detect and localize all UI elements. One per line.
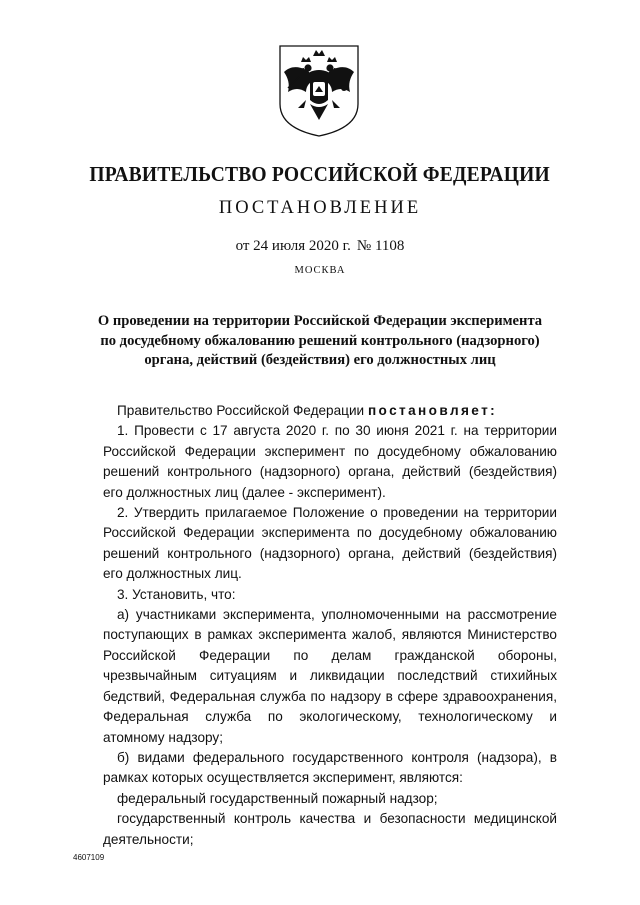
heading-line: О проведении на территории Российской Федерации эксперимента [97,313,543,329]
intro-emphasis: постановляет: [367,403,498,418]
document-date-line [0,238,640,255]
paragraph-3b: б) видами федерального государственного контроля (надзора), в рамках которых осуществляется эксперимент, являются: [103,749,557,786]
document-body [103,401,557,850]
document-type: ПОСТАНОВЛЕНИЕ [218,198,422,218]
government-title [0,162,640,187]
paragraph-3b-item-2: государственный контроль качества и безопасности медицинской деятельности; [103,811,557,847]
paragraph-3: 3. Установить, что: [117,586,236,602]
footer-document-code: 4607109 [73,853,105,862]
paragraph-3a: а) участниками эксперимента, уполномоченными на рассмотрение поступающих в рамках эксперимента жалоб, являются Министерство Российской Федерации по делам гражданской обороны, чрезвычайным ситуациям и ликвидации последствий стихийных бедствий, Федеральная служба по надзору в сфере здравоохранения, Федеральная служба по экологическому, технологическому и атомному надзору; [103,607,557,745]
paragraph-3b-item-1: федеральный государственный пожарный надзор; [117,790,438,806]
paragraph-2: 2. Утвердить прилагаемое Положение о проведении на территории Российской Федерации эксперимента по досудебному обжалованию решений контрольного (надзорного) органа, действий (бездействия) его должностных лиц. [103,505,557,582]
document-date: от 24 июля 2020 г. [235,238,351,254]
document-heading [70,312,570,371]
heading-line: по досудебному обжалованию решений контрольного (надзорного) [100,332,540,349]
coat-of-arms-emblem [276,42,362,138]
heading-line: органа, действий (бездействия) его должностных лиц [144,352,496,368]
document-number: № 1108 [356,238,405,254]
intro-paragraph [103,401,557,421]
intro-text: Правительство Российской Федерации [117,403,368,418]
paragraph-1: 1. Провести с 17 августа 2020 г. по 30 июня 2021 г. на территории Российской Федерации эксперимент по досудебному обжалованию решений контрольного (надзорного) органа, действий (бездействия) его должностных лиц (далее - эксперимент). [103,423,557,500]
document-city: МОСКВА [294,265,346,276]
government-title-text: ПРАВИТЕЛЬСТВО РОССИЙСКОЙ ФЕДЕРАЦИИ [89,162,551,186]
